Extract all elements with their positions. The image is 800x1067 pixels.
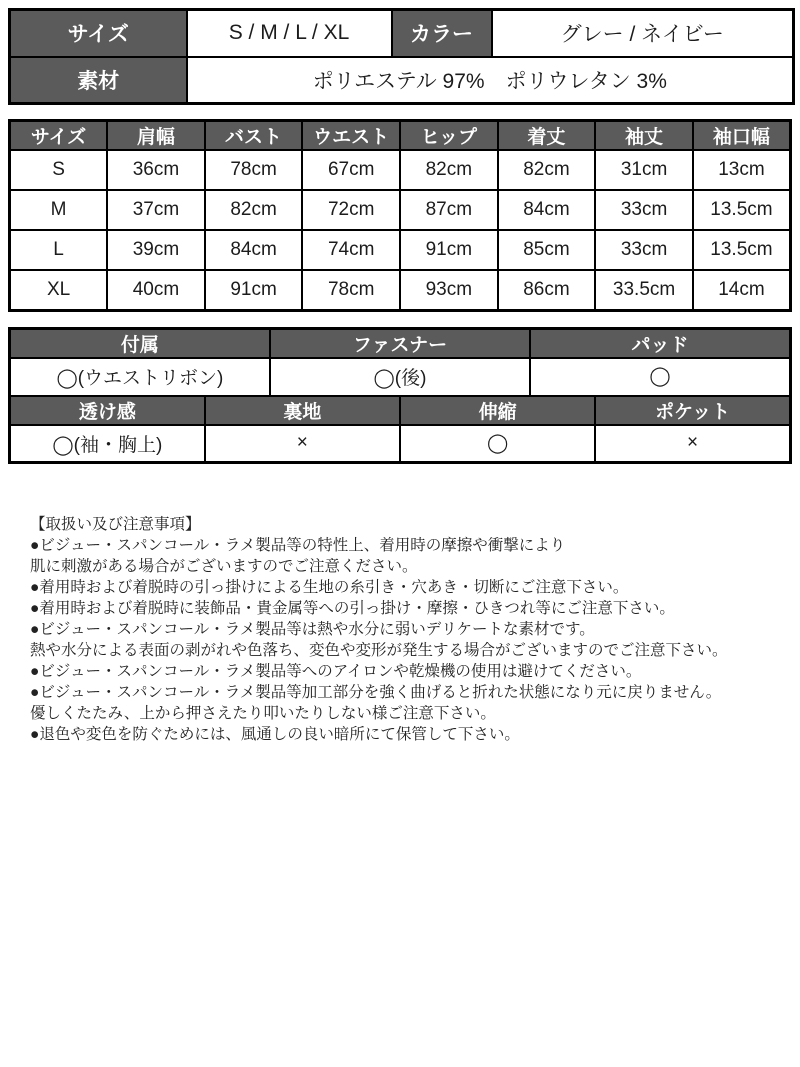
size-chart-cell: 82cm [498, 150, 596, 190]
care-note-line: 優しくたたみ、上から押さえたり叩いたりしない様ご注意下さい。 [30, 705, 496, 722]
size-chart-header-waist: ウエスト [302, 121, 400, 151]
size-chart-cell: 14cm [693, 270, 791, 310]
size-chart-cell: 78cm [205, 150, 303, 190]
size-chart-cell: 78cm [302, 270, 400, 310]
summary-color-value: グレー / ネイビー [492, 10, 794, 57]
size-chart-row-xl [10, 270, 791, 310]
features-value-row-2 [10, 425, 791, 463]
features-header-stretch: 伸縮 [400, 396, 595, 425]
size-chart-cell: 93cm [400, 270, 498, 310]
size-chart-cell: 91cm [400, 230, 498, 270]
care-note-line: 肌に刺激がある場合がございますのでご注意ください。 [30, 558, 418, 575]
size-chart-cell: 85cm [498, 230, 596, 270]
size-chart-cell: 39cm [107, 230, 205, 270]
features-header-accessory: 付属 [10, 328, 270, 358]
size-chart-cell: 87cm [400, 190, 498, 230]
size-chart-cell: 84cm [205, 230, 303, 270]
size-chart-cell: 67cm [302, 150, 400, 190]
features-table [8, 327, 792, 465]
size-chart-cell: 91cm [205, 270, 303, 310]
care-note-line: ●ビジュー・スパンコール・ラメ製品等の特性上、着用時の摩擦や衝撃により [30, 537, 566, 554]
size-chart-header-shoulder: 肩幅 [107, 121, 205, 151]
features-value-pocket: × [595, 425, 790, 463]
size-chart-cell: 82cm [205, 190, 303, 230]
features-header-row-2 [10, 396, 791, 425]
features-header-row-1 [10, 328, 791, 358]
size-chart-cell: 74cm [302, 230, 400, 270]
features-value-sheerness: ◯(袖・胸上) [10, 425, 205, 463]
size-chart-cell: 37cm [107, 190, 205, 230]
care-notes-title: 【取扱い及び注意事項】 [30, 516, 201, 533]
size-chart-row-l [10, 230, 791, 270]
size-chart-row-s [10, 150, 791, 190]
care-note-line: ●ビジュー・スパンコール・ラメ製品等加工部分を強く曲げると折れた状態になり元に戻りません。 [30, 684, 722, 701]
size-chart-header-sleeve: 袖丈 [595, 121, 693, 151]
care-notes [8, 514, 792, 745]
size-chart-cell: M [10, 190, 108, 230]
size-chart-header-size: サイズ [10, 121, 108, 151]
size-chart-cell: 13.5cm [693, 230, 791, 270]
features-value-pad: ◯ [530, 358, 790, 396]
size-chart-cell: S [10, 150, 108, 190]
care-note-line: ●着用時および着脱時に装飾品・貴金属等への引っ掛け・摩擦・ひきつれ等にご注意下さい。 [30, 600, 675, 617]
size-chart-cell: 40cm [107, 270, 205, 310]
features-value-fastener: ◯(後) [270, 358, 530, 396]
size-chart-cell: 36cm [107, 150, 205, 190]
size-chart-cell: 86cm [498, 270, 596, 310]
summary-size-value: S / M / L / XL [187, 10, 392, 57]
size-chart-header-length: 着丈 [498, 121, 596, 151]
size-chart-cell: 33.5cm [595, 270, 693, 310]
features-value-accessory: ◯(ウエストリボン) [10, 358, 270, 396]
summary-table [8, 8, 795, 105]
size-chart-row-m [10, 190, 791, 230]
size-chart-table [8, 119, 792, 312]
size-chart-header-bust: バスト [205, 121, 303, 151]
features-value-stretch: ◯ [400, 425, 595, 463]
care-note-line: 熱や水分による表面の剥がれや色落ち、変色や変形が発生する場合がございますのでご注意下さい。 [30, 642, 728, 659]
size-chart-cell: L [10, 230, 108, 270]
size-chart-header-cuff: 袖口幅 [693, 121, 791, 151]
care-note-line: ●ビジュー・スパンコール・ラメ製品等へのアイロンや乾燥機の使用は避けてください。 [30, 663, 642, 680]
size-chart-cell: XL [10, 270, 108, 310]
size-chart-cell: 33cm [595, 190, 693, 230]
size-chart-cell: 84cm [498, 190, 596, 230]
features-header-fastener: ファスナー [270, 328, 530, 358]
size-chart-cell: 33cm [595, 230, 693, 270]
features-header-pad: パッド [530, 328, 790, 358]
size-chart-cell: 31cm [595, 150, 693, 190]
care-note-line: ●着用時および着脱時の引っ掛けによる生地の糸引き・穴あき・切断にご注意下さい。 [30, 579, 629, 596]
summary-row-material [10, 57, 794, 104]
size-chart-cell: 72cm [302, 190, 400, 230]
summary-row-size-color [10, 10, 794, 57]
features-header-pocket: ポケット [595, 396, 790, 425]
summary-material-label: 素材 [10, 57, 187, 104]
care-note-line: ●退色や変色を防ぐためには、風通しの良い暗所にて保管して下さい。 [30, 726, 520, 743]
care-note-line: ●ビジュー・スパンコール・ラメ製品等は熱や水分に弱いデリケートな素材です。 [30, 621, 595, 638]
features-value-lining: × [205, 425, 400, 463]
size-chart-cell: 13cm [693, 150, 791, 190]
summary-material-value: ポリエステル 97% ポリウレタン 3% [187, 57, 794, 104]
features-value-row-1 [10, 358, 791, 396]
summary-size-label: サイズ [10, 10, 187, 57]
size-chart-header-row [10, 121, 791, 151]
size-chart-cell: 82cm [400, 150, 498, 190]
summary-color-label: カラー [392, 10, 492, 57]
features-header-sheerness: 透け感 [10, 396, 205, 425]
features-header-lining: 裏地 [205, 396, 400, 425]
size-chart-cell: 13.5cm [693, 190, 791, 230]
size-chart-header-hip: ヒップ [400, 121, 498, 151]
